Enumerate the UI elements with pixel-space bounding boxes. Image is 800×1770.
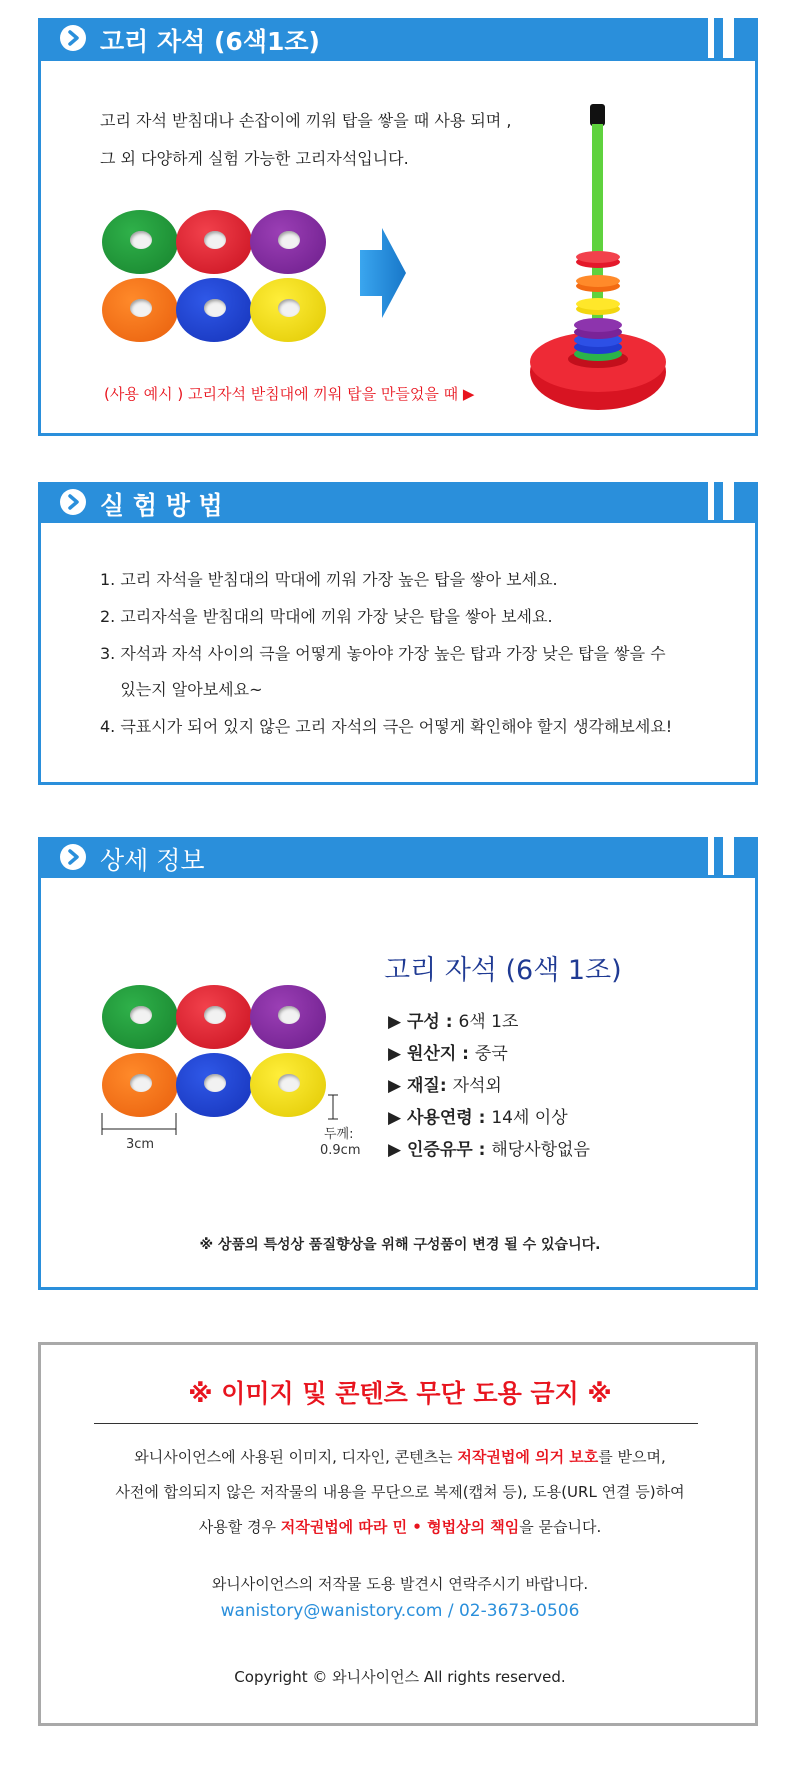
product-name: 고리 자석 (6색 1조) [384,955,622,986]
method-item-1: 1. 고리 자석을 받침대의 막대에 끼워 가장 높은 탑을 쌓아 보세요. [100,570,558,589]
notice-contact-request: 와니사이언스의 저작물 도용 발견시 연락주시기 바랍니다. [211,1575,589,1593]
dimension-thickness-label: 두께: [324,1127,354,1142]
chevron-right-circle-icon [60,489,86,515]
section-method-header [38,482,758,522]
section-title: 고리 자석 (6색1조) [100,27,320,56]
ring-magnets-image [98,208,338,358]
red-ring [176,210,252,274]
header-stripe [714,18,723,58]
header-stripe [734,837,758,877]
spec-row: ▶ 인증유무 : 해당사항없음 [388,1140,590,1160]
arrow-right-icon [360,228,406,318]
intro-line-2: 그 외 다양하게 실험 가능한 고리자석입니다. [100,149,409,168]
blue-ring [176,278,252,342]
header-stripe [714,837,723,877]
purple-ring [250,210,326,274]
orange-ring [102,278,178,342]
spec-row: ▶ 원산지 : 중국 [388,1044,508,1064]
chevron-right-circle-icon [60,25,86,51]
header-stripe [734,482,758,522]
notice-paragraph-1: 와니사이언스에 사용된 이미지, 디자인, 콘텐츠는 저작권법에 의거 보호를 받으며, [134,1448,666,1466]
section-intro-header [38,18,758,58]
dimension-thickness-value: 0.9cm [320,1143,361,1158]
header-stripe [734,18,758,58]
contact-info[interactable]: wanistory@wanistory.com / 02-3673-0506 [220,1601,580,1621]
notice-paragraph-3: 사용할 경우 저작권법에 따라 민 • 형법상의 책임을 묻습니다. [198,1518,602,1536]
section-detail-header [38,837,758,877]
yellow-ring [250,278,326,342]
method-item-3: 3. 자석과 자석 사이의 극을 어떻게 놓아야 가장 높은 탑과 가장 낮은 탑을 쌓을 수 [100,644,666,663]
spec-row: ▶ 사용연령 : 14세 이상 [388,1108,568,1128]
notice-heading: ※ 이미지 및 콘텐츠 무단 도용 금지 ※ [188,1379,612,1408]
notice-paragraph-2: 사전에 합의되지 않은 저작물의 내용을 무단으로 복제(캡쳐 등), 도용(URL 연결 등)하여 [115,1483,685,1501]
method-item-4: 4. 극표시가 되어 있지 않은 고리 자석의 극은 어떻게 확인해야 할지 생각해보세요! [100,717,673,736]
method-item-2: 2. 고리자석을 받침대의 막대에 끼워 가장 낮은 탑을 쌓아 보세요. [100,607,553,626]
header-stripe [714,482,723,522]
green-ring [102,210,178,274]
chevron-right-circle-icon [60,844,86,870]
section-title: 상세 정보 [100,846,205,875]
usage-caption: (사용 예시 ) 고리자석 받침대에 끼워 탑을 만들었을 때 ▶ [104,385,475,403]
ring-magnets-dimension-image [98,983,378,1173]
spec-row: ▶ 재질: 자석외 [388,1076,502,1096]
ring-tower-image [520,104,680,424]
method-item-3-cont: 있는지 알아보세요~ [100,680,263,699]
notice-divider [94,1423,698,1424]
intro-line-1: 고리 자석 받침대나 손잡이에 끼워 탑을 쌓을 때 사용 되며 , [100,111,512,130]
copyright-line: Copyright © 와니사이언스 All rights reserved. [234,1668,566,1686]
section-title: 실 험 방 법 [100,491,223,520]
detail-note: ※ 상품의 특성상 품질향상을 위해 구성품이 변경 될 수 있습니다. [199,1237,601,1253]
dimension-width-label: 3cm [126,1137,155,1152]
spec-row: ▶ 구성 : 6색 1조 [388,1012,519,1032]
